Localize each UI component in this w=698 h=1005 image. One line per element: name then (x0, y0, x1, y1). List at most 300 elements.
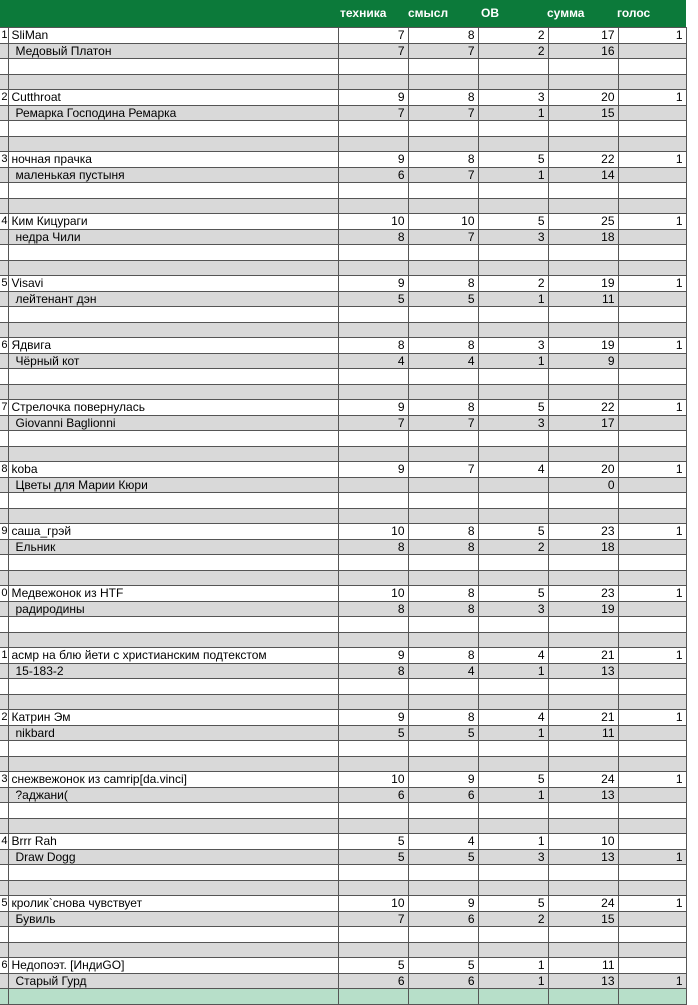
vote-cell[interactable] (618, 663, 686, 679)
empty-cell[interactable] (408, 136, 478, 152)
empty-cell[interactable] (338, 183, 408, 199)
row-number[interactable] (0, 973, 8, 989)
empty-cell[interactable] (548, 989, 618, 1005)
empty-cell[interactable] (548, 245, 618, 261)
ov-cell[interactable]: 1 (478, 834, 548, 850)
empty-cell[interactable] (0, 446, 8, 462)
empty-cell[interactable] (8, 431, 338, 447)
sum-cell[interactable]: 20 (548, 462, 618, 478)
sum-cell[interactable]: 15 (548, 105, 618, 121)
empty-cell[interactable] (408, 756, 478, 772)
ov-cell[interactable]: 3 (478, 229, 548, 245)
sum-cell[interactable]: 10 (548, 834, 618, 850)
empty-cell[interactable] (618, 322, 686, 338)
meaning-cell[interactable]: 9 (408, 896, 478, 912)
row-number[interactable]: 5 (1, 897, 8, 910)
empty-cell[interactable] (618, 694, 686, 710)
sum-cell[interactable]: 9 (548, 353, 618, 369)
author-name-cell[interactable]: Visavi (8, 276, 338, 292)
empty-cell[interactable] (8, 570, 338, 586)
ov-cell[interactable]: 5 (478, 586, 548, 602)
empty-cell[interactable] (478, 803, 548, 819)
row-number[interactable] (0, 725, 8, 741)
sum-cell[interactable]: 18 (548, 229, 618, 245)
author-name-cell[interactable]: Ядвига (8, 338, 338, 354)
meaning-cell[interactable]: 9 (408, 772, 478, 788)
empty-cell[interactable] (618, 617, 686, 633)
vote-cell[interactable] (618, 167, 686, 183)
empty-cell[interactable] (408, 307, 478, 323)
empty-cell[interactable] (0, 121, 8, 137)
empty-cell[interactable] (0, 865, 8, 881)
empty-cell[interactable] (338, 865, 408, 881)
empty-cell[interactable] (548, 694, 618, 710)
vote-cell[interactable]: 1 (618, 973, 686, 989)
meaning-cell[interactable]: 4 (408, 663, 478, 679)
author-name-cell[interactable]: Старый Гурд (8, 973, 338, 989)
vote-cell[interactable] (618, 415, 686, 431)
empty-cell[interactable] (8, 384, 338, 400)
technique-cell[interactable]: 7 (338, 28, 408, 44)
empty-cell[interactable] (478, 880, 548, 896)
technique-cell[interactable]: 7 (338, 43, 408, 59)
empty-cell[interactable] (548, 679, 618, 695)
row-number[interactable] (0, 291, 8, 307)
vote-cell[interactable]: 1 (618, 214, 686, 230)
row-number[interactable]: 3 (1, 773, 8, 786)
meaning-cell[interactable]: 6 (408, 787, 478, 803)
meaning-cell[interactable]: 8 (408, 276, 478, 292)
empty-cell[interactable] (0, 989, 8, 1005)
author-name-cell[interactable]: Ремарка Господина Ремарка (8, 105, 338, 121)
author-name-cell[interactable]: Ким Кицураги (8, 214, 338, 230)
empty-cell[interactable] (338, 679, 408, 695)
empty-cell[interactable] (338, 741, 408, 757)
ov-cell[interactable]: 1 (478, 973, 548, 989)
empty-cell[interactable] (618, 431, 686, 447)
sum-cell[interactable]: 21 (548, 710, 618, 726)
empty-cell[interactable] (548, 570, 618, 586)
sum-cell[interactable]: 23 (548, 524, 618, 540)
vote-cell[interactable]: 1 (618, 28, 686, 44)
empty-cell[interactable] (478, 632, 548, 648)
empty-cell[interactable] (478, 493, 548, 509)
empty-cell[interactable] (548, 493, 618, 509)
author-name-cell[interactable]: асмр на блю йети с христианским подтекстом (8, 648, 338, 664)
empty-cell[interactable] (8, 989, 338, 1005)
author-name-cell[interactable]: Ельник (8, 539, 338, 555)
empty-cell[interactable] (478, 322, 548, 338)
author-name-cell[interactable]: Giovanni Baglionni (8, 415, 338, 431)
empty-cell[interactable] (8, 136, 338, 152)
technique-cell[interactable]: 7 (338, 105, 408, 121)
empty-cell[interactable] (0, 59, 8, 75)
empty-cell[interactable] (0, 679, 8, 695)
technique-cell[interactable]: 5 (338, 725, 408, 741)
row-number[interactable]: 7 (1, 401, 8, 414)
empty-cell[interactable] (618, 74, 686, 90)
vote-cell[interactable]: 1 (618, 462, 686, 478)
empty-cell[interactable] (0, 741, 8, 757)
meaning-cell[interactable]: 8 (408, 601, 478, 617)
empty-cell[interactable] (8, 865, 338, 881)
ov-cell[interactable]: 5 (478, 152, 548, 168)
header-sum[interactable]: сумма (547, 6, 585, 20)
empty-cell[interactable] (8, 927, 338, 943)
empty-cell[interactable] (548, 555, 618, 571)
empty-cell[interactable] (8, 446, 338, 462)
meaning-cell[interactable]: 7 (408, 229, 478, 245)
empty-cell[interactable] (548, 508, 618, 524)
empty-cell[interactable] (478, 431, 548, 447)
technique-cell[interactable]: 6 (338, 167, 408, 183)
ov-cell[interactable]: 4 (478, 648, 548, 664)
empty-cell[interactable] (8, 942, 338, 958)
empty-cell[interactable] (8, 493, 338, 509)
empty-cell[interactable] (478, 741, 548, 757)
technique-cell[interactable]: 9 (338, 710, 408, 726)
empty-cell[interactable] (548, 59, 618, 75)
vote-cell[interactable] (618, 353, 686, 369)
empty-cell[interactable] (478, 183, 548, 199)
row-number[interactable] (0, 43, 8, 59)
empty-cell[interactable] (0, 508, 8, 524)
technique-cell[interactable]: 10 (338, 772, 408, 788)
empty-cell[interactable] (548, 880, 618, 896)
empty-cell[interactable] (338, 694, 408, 710)
empty-cell[interactable] (618, 493, 686, 509)
meaning-cell[interactable]: 6 (408, 911, 478, 927)
empty-cell[interactable] (548, 927, 618, 943)
empty-cell[interactable] (8, 245, 338, 261)
empty-cell[interactable] (408, 260, 478, 276)
row-number[interactable] (0, 787, 8, 803)
empty-cell[interactable] (338, 508, 408, 524)
empty-cell[interactable] (478, 927, 548, 943)
sum-cell[interactable]: 13 (548, 787, 618, 803)
empty-cell[interactable] (8, 183, 338, 199)
ov-cell[interactable]: 2 (478, 276, 548, 292)
empty-cell[interactable] (0, 818, 8, 834)
row-number[interactable] (0, 477, 8, 493)
row-number[interactable] (0, 353, 8, 369)
meaning-cell[interactable]: 5 (408, 725, 478, 741)
vote-cell[interactable]: 1 (618, 338, 686, 354)
vote-cell[interactable] (618, 787, 686, 803)
empty-cell[interactable] (8, 59, 338, 75)
empty-cell[interactable] (408, 632, 478, 648)
vote-cell[interactable] (618, 539, 686, 555)
empty-cell[interactable] (408, 927, 478, 943)
empty-cell[interactable] (478, 865, 548, 881)
author-name-cell[interactable]: 15-183-2 (8, 663, 338, 679)
empty-cell[interactable] (548, 756, 618, 772)
empty-cell[interactable] (548, 617, 618, 633)
sum-cell[interactable]: 24 (548, 772, 618, 788)
empty-cell[interactable] (408, 694, 478, 710)
empty-cell[interactable] (408, 198, 478, 214)
author-name-cell[interactable]: недра Чили (8, 229, 338, 245)
ov-cell[interactable]: 3 (478, 90, 548, 106)
empty-cell[interactable] (408, 121, 478, 137)
technique-cell[interactable]: 8 (338, 663, 408, 679)
empty-cell[interactable] (478, 74, 548, 90)
empty-cell[interactable] (8, 198, 338, 214)
empty-cell[interactable] (408, 570, 478, 586)
empty-cell[interactable] (478, 121, 548, 137)
empty-cell[interactable] (0, 384, 8, 400)
meaning-cell[interactable]: 8 (408, 524, 478, 540)
empty-cell[interactable] (478, 679, 548, 695)
empty-cell[interactable] (0, 803, 8, 819)
technique-cell[interactable] (338, 477, 408, 493)
vote-cell[interactable]: 1 (618, 400, 686, 416)
technique-cell[interactable]: 5 (338, 834, 408, 850)
empty-cell[interactable] (338, 942, 408, 958)
technique-cell[interactable]: 10 (338, 524, 408, 540)
sum-cell[interactable]: 24 (548, 896, 618, 912)
empty-cell[interactable] (548, 865, 618, 881)
empty-cell[interactable] (0, 756, 8, 772)
empty-cell[interactable] (338, 446, 408, 462)
meaning-cell[interactable]: 8 (408, 710, 478, 726)
ov-cell[interactable]: 5 (478, 524, 548, 540)
empty-cell[interactable] (408, 322, 478, 338)
empty-cell[interactable] (548, 307, 618, 323)
empty-cell[interactable] (478, 245, 548, 261)
empty-cell[interactable] (618, 260, 686, 276)
empty-cell[interactable] (478, 446, 548, 462)
meaning-cell[interactable]: 8 (408, 28, 478, 44)
row-number[interactable] (0, 849, 8, 865)
empty-cell[interactable] (478, 384, 548, 400)
empty-cell[interactable] (618, 307, 686, 323)
empty-cell[interactable] (338, 59, 408, 75)
vote-cell[interactable] (618, 477, 686, 493)
empty-cell[interactable] (8, 741, 338, 757)
row-number[interactable]: 0 (1, 587, 8, 600)
vote-cell[interactable] (618, 291, 686, 307)
author-name-cell[interactable]: Чёрный кот (8, 353, 338, 369)
sum-cell[interactable]: 17 (548, 415, 618, 431)
empty-cell[interactable] (548, 942, 618, 958)
vote-cell[interactable]: 1 (618, 648, 686, 664)
vote-cell[interactable]: 1 (618, 849, 686, 865)
empty-cell[interactable] (0, 322, 8, 338)
ov-cell[interactable]: 3 (478, 415, 548, 431)
vote-cell[interactable]: 1 (618, 90, 686, 106)
empty-cell[interactable] (8, 508, 338, 524)
ov-cell[interactable]: 1 (478, 353, 548, 369)
technique-cell[interactable]: 5 (338, 958, 408, 974)
empty-cell[interactable] (618, 679, 686, 695)
empty-cell[interactable] (408, 679, 478, 695)
empty-cell[interactable] (338, 927, 408, 943)
ov-cell[interactable]: 3 (478, 849, 548, 865)
empty-cell[interactable] (8, 818, 338, 834)
ov-cell[interactable]: 2 (478, 539, 548, 555)
meaning-cell[interactable]: 5 (408, 958, 478, 974)
meaning-cell[interactable]: 8 (408, 648, 478, 664)
ov-cell[interactable]: 1 (478, 291, 548, 307)
empty-cell[interactable] (618, 183, 686, 199)
meaning-cell[interactable]: 6 (408, 973, 478, 989)
empty-cell[interactable] (0, 927, 8, 943)
empty-cell[interactable] (408, 803, 478, 819)
technique-cell[interactable]: 5 (338, 849, 408, 865)
empty-cell[interactable] (618, 803, 686, 819)
author-name-cell[interactable]: Недопоэт. [ИндиGO] (8, 958, 338, 974)
empty-cell[interactable] (618, 756, 686, 772)
empty-cell[interactable] (478, 989, 548, 1005)
empty-cell[interactable] (408, 369, 478, 385)
ov-cell[interactable]: 5 (478, 772, 548, 788)
technique-cell[interactable]: 10 (338, 896, 408, 912)
empty-cell[interactable] (8, 307, 338, 323)
empty-cell[interactable] (8, 694, 338, 710)
empty-cell[interactable] (408, 880, 478, 896)
vote-cell[interactable] (618, 43, 686, 59)
vote-cell[interactable] (618, 834, 686, 850)
empty-cell[interactable] (548, 136, 618, 152)
author-name-cell[interactable]: Draw Dogg (8, 849, 338, 865)
meaning-cell[interactable]: 10 (408, 214, 478, 230)
meaning-cell[interactable]: 8 (408, 338, 478, 354)
vote-cell[interactable] (618, 601, 686, 617)
sum-cell[interactable]: 11 (548, 725, 618, 741)
empty-cell[interactable] (548, 741, 618, 757)
ov-cell[interactable]: 3 (478, 601, 548, 617)
row-number[interactable]: 1 (1, 649, 8, 662)
author-name-cell[interactable]: Катрин Эм (8, 710, 338, 726)
ov-cell[interactable]: 2 (478, 911, 548, 927)
technique-cell[interactable]: 9 (338, 648, 408, 664)
row-number[interactable] (0, 663, 8, 679)
sum-cell[interactable]: 19 (548, 276, 618, 292)
empty-cell[interactable] (618, 880, 686, 896)
ov-cell[interactable]: 5 (478, 214, 548, 230)
row-number[interactable]: 3 (1, 153, 8, 166)
empty-cell[interactable] (408, 865, 478, 881)
sum-cell[interactable]: 15 (548, 911, 618, 927)
meaning-cell[interactable]: 4 (408, 834, 478, 850)
empty-cell[interactable] (408, 183, 478, 199)
empty-cell[interactable] (0, 632, 8, 648)
empty-cell[interactable] (618, 384, 686, 400)
empty-cell[interactable] (618, 369, 686, 385)
author-name-cell[interactable]: ?аджани( (8, 787, 338, 803)
empty-cell[interactable] (478, 198, 548, 214)
empty-cell[interactable] (548, 384, 618, 400)
empty-cell[interactable] (338, 493, 408, 509)
empty-cell[interactable] (338, 555, 408, 571)
empty-cell[interactable] (548, 369, 618, 385)
empty-cell[interactable] (8, 74, 338, 90)
header-vote[interactable]: голос (617, 6, 651, 20)
sum-cell[interactable]: 18 (548, 539, 618, 555)
empty-cell[interactable] (0, 555, 8, 571)
empty-cell[interactable] (338, 260, 408, 276)
empty-cell[interactable] (408, 431, 478, 447)
empty-cell[interactable] (8, 260, 338, 276)
sum-cell[interactable]: 13 (548, 663, 618, 679)
ov-cell[interactable]: 2 (478, 43, 548, 59)
empty-cell[interactable] (338, 880, 408, 896)
empty-cell[interactable] (548, 74, 618, 90)
author-name-cell[interactable]: снежвежонок из camrip[da.vinci] (8, 772, 338, 788)
empty-cell[interactable] (618, 245, 686, 261)
empty-cell[interactable] (8, 555, 338, 571)
empty-cell[interactable] (338, 384, 408, 400)
technique-cell[interactable]: 9 (338, 276, 408, 292)
empty-cell[interactable] (408, 384, 478, 400)
meaning-cell[interactable]: 8 (408, 400, 478, 416)
empty-cell[interactable] (338, 322, 408, 338)
row-number[interactable] (0, 601, 8, 617)
vote-cell[interactable] (618, 958, 686, 974)
vote-cell[interactable]: 1 (618, 772, 686, 788)
empty-cell[interactable] (408, 446, 478, 462)
author-name-cell[interactable]: саша_грэй (8, 524, 338, 540)
empty-cell[interactable] (478, 508, 548, 524)
empty-cell[interactable] (408, 493, 478, 509)
empty-cell[interactable] (548, 121, 618, 137)
meaning-cell[interactable]: 8 (408, 539, 478, 555)
empty-cell[interactable] (548, 803, 618, 819)
sum-cell[interactable]: 19 (548, 601, 618, 617)
technique-cell[interactable]: 9 (338, 462, 408, 478)
empty-cell[interactable] (408, 555, 478, 571)
empty-cell[interactable] (338, 74, 408, 90)
row-number[interactable] (0, 167, 8, 183)
row-number[interactable] (0, 229, 8, 245)
technique-cell[interactable]: 9 (338, 90, 408, 106)
sum-cell[interactable]: 0 (548, 477, 618, 493)
empty-cell[interactable] (618, 59, 686, 75)
vote-cell[interactable]: 1 (618, 524, 686, 540)
row-number[interactable]: 6 (1, 959, 8, 972)
author-name-cell[interactable]: Стрелочка повернулась (8, 400, 338, 416)
empty-cell[interactable] (618, 446, 686, 462)
row-number[interactable] (0, 415, 8, 431)
empty-cell[interactable] (408, 989, 478, 1005)
sum-cell[interactable]: 16 (548, 43, 618, 59)
empty-cell[interactable] (618, 741, 686, 757)
empty-cell[interactable] (338, 307, 408, 323)
author-name-cell[interactable]: Медвежонок из HTF (8, 586, 338, 602)
ov-cell[interactable]: 5 (478, 400, 548, 416)
author-name-cell[interactable]: Brrr Rah (8, 834, 338, 850)
technique-cell[interactable]: 8 (338, 539, 408, 555)
vote-cell[interactable]: 1 (618, 896, 686, 912)
vote-cell[interactable]: 1 (618, 710, 686, 726)
empty-cell[interactable] (8, 756, 338, 772)
meaning-cell[interactable]: 7 (408, 167, 478, 183)
empty-cell[interactable] (338, 245, 408, 261)
empty-cell[interactable] (618, 818, 686, 834)
header-technique[interactable]: техника (340, 6, 387, 20)
header-ov[interactable]: ОВ (481, 6, 499, 20)
technique-cell[interactable]: 6 (338, 787, 408, 803)
sum-cell[interactable]: 21 (548, 648, 618, 664)
empty-cell[interactable] (8, 803, 338, 819)
vote-cell[interactable] (618, 911, 686, 927)
ov-cell[interactable]: 4 (478, 710, 548, 726)
ov-cell[interactable]: 1 (478, 787, 548, 803)
sum-cell[interactable]: 17 (548, 28, 618, 44)
row-number[interactable] (0, 539, 8, 555)
empty-cell[interactable] (8, 617, 338, 633)
